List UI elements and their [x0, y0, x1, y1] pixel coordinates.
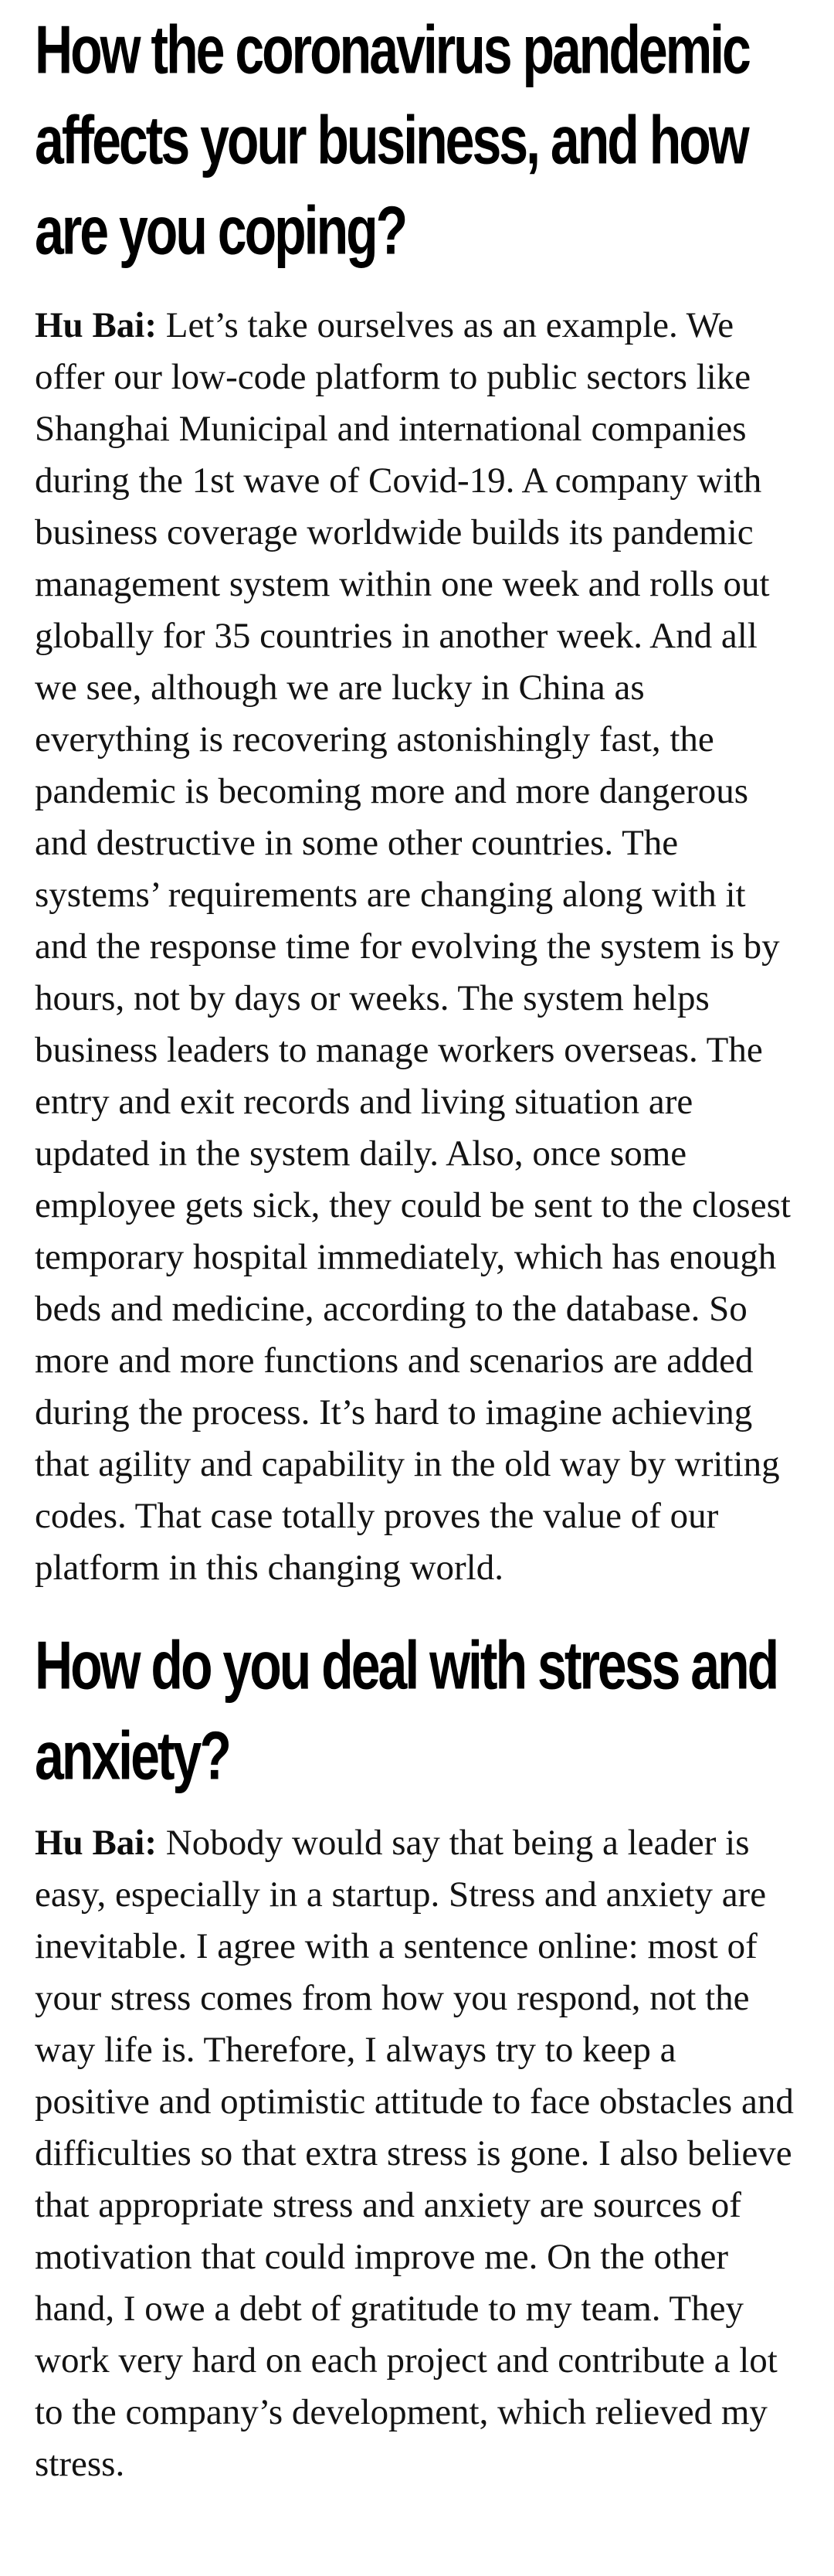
question-heading-2: How do you deal with stress and anxiety?	[35, 1627, 778, 1794]
answer-paragraph-1	[35, 300, 799, 1594]
question-heading-1: How the coronavirus pandemic affects your business, and how are you coping?	[35, 12, 749, 269]
speaker-name-2: Hu Bai:	[35, 1823, 158, 1863]
answer-text-2: Nobody would say that being a leader is easy, especially in a startup. Stress and anxiety are inevitable. I agree with a sentence online: most of your stress comes from how you respond, not the way life is. Therefore, I always try to keep a positive and optimistic attitude to face obstacles and difficulties so that extra stress is gone. I also believe that appropriate stress and anxiety are sources of motivation that could improve me. On the other hand, I owe a debt of gratitude to my team. They work very hard on each project and contribute a lot to the company’s development, which relieved my stress.	[35, 1823, 794, 2484]
answer-paragraph-2	[35, 1817, 799, 2490]
answer-text-1: Let’s take ourselves as an example. We offer our low-code platform to public sectors like Shanghai Municipal and international companies during the 1st wave of Covid-19. A company with business coverage worldwide builds its pandemic management system within one week and rolls out globally for 35 countries in another week. And all we see, although we are lucky in China as everything is recovering astonishingly fast, the pandemic is becoming more and more dangerous and destructive in some other countries. The systems’ requirements are changing along with it and the response time for evolving the system is by hours, not by days or weeks. The system helps business leaders to manage workers overseas. The entry and exit records and living situation are updated in the system daily. Also, once some employee gets sick, they could be sent to the closest temporary hospital immediately, which has enough beds and medicine, according to the database. So more and more functions and scenarios are added during the process. It’s hard to imagine achieving that agility and capability in the old way by writing codes. That case totally proves the value of our platform in this changing world.	[35, 305, 791, 1588]
speaker-name-1: Hu Bai:	[35, 305, 158, 345]
